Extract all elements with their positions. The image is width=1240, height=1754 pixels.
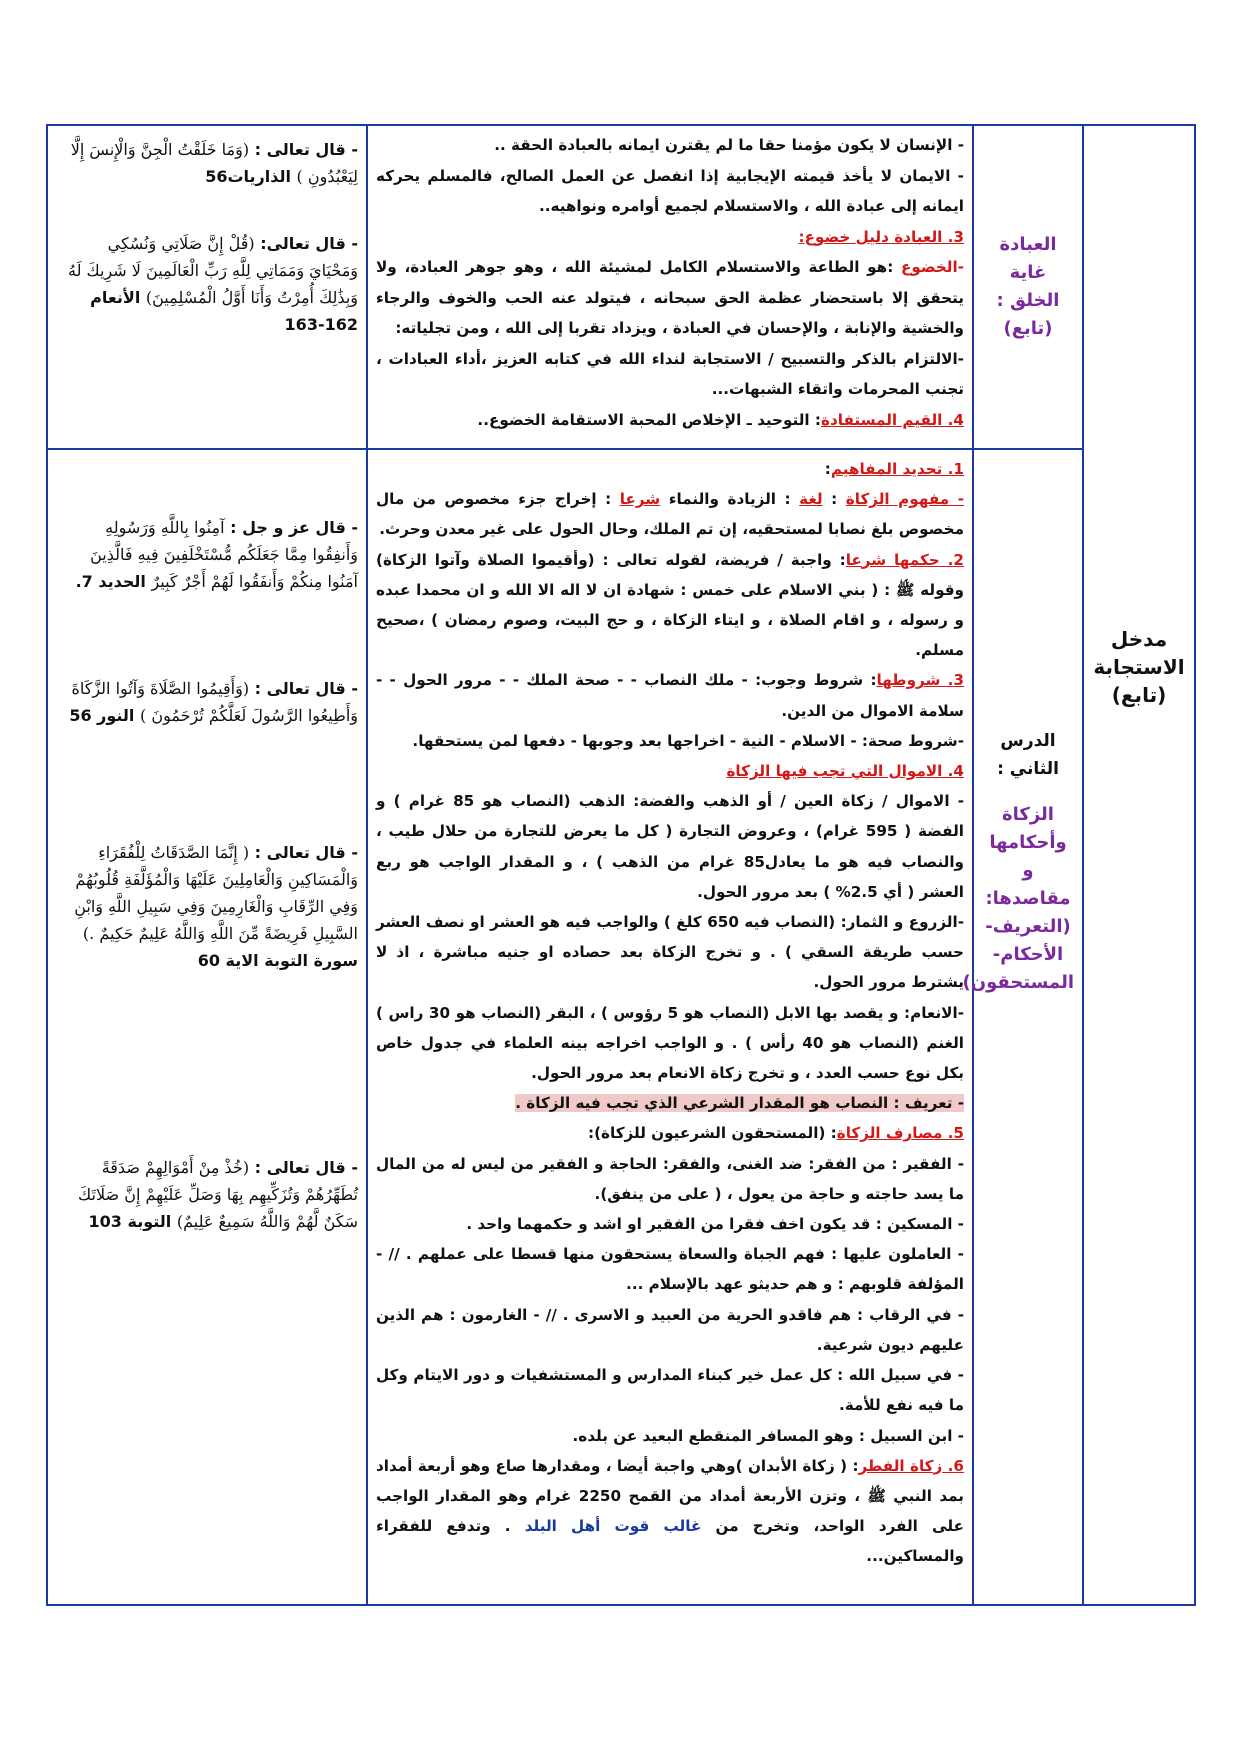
evidence-intro: - قال تعالى : xyxy=(249,140,358,159)
paragraph: : ( زكاة الأبدان )وهي واجبة أيضا ، ومقدارها صاع وهو أربعة أمداد بمد النبي ﷺ ، وتزن الأربعة أمداد من القمح 2250 غرام وهو المقدار الواجب على الفرد الواحد، وتخرج من xyxy=(376,1456,964,1536)
term: - مفهوم الزكاة xyxy=(845,490,965,509)
paragraph: -الالتزام بالذكر والتسبيح / الاستجابة لنداء الله في كتابه العزيز ،أداء العبادات ، تجنب المحرمات واتقاء الشبهات... xyxy=(376,349,964,398)
paragraph: : واجبة / فريضة، لقوله تعالى : (وأقيموا الصلاة وآتوا الزكاة) وقوله ﷺ : ( بني الاسلام على خمس : شهادة ان لا اله الا الله و ان محمدا عبده و رسوله ، و اقام الصلاة ، و ايتاء الزكاة ، و حج البيت، وصوم رمضان ) ،صحيح مسلم. xyxy=(376,550,964,660)
content-text: 1. تحديد المفاهيم: - مفهوم الزكاة : لغة : الزيادة والنماء شرعا : إخراج جزء مخصوص من مال مخصوص بلغ نصابا لمستحقيه، إن تم الملك، وحال الحول على غير معدن وحرث. 2. حكمها شرعا: واجبة / فريضة، لقوله تعالى : (وأقيموا الصلاة وآتوا الزكاة) وقوله ﷺ : ( بني الاسلام على خمس : شهادة ان لا اله الا الله و ان محمدا عبده و رسوله ، و اقام الصلاة ، و ايتاء الزكاة ، و حج البيت، وصوم رمضان ) ،صحيح مسلم. 3. شروطها: شروط وجوب: - ملك النصاب - - صحة الملك - - مرور الحول - - سلامة الاموال من الدين. -شروط صحة: - الاسلام - النية - اخراجها بعد وجوبها - دفعها لمن يستحقها. 4. الاموال التي تجب فيها الزكاة - الاموال / زكاة العين / أو الذهب والفضة: الذهب (النصاب هو 85 غرام ) و الفضة ( 595 غرام) ، وعروض التجارة ( كل ما يعرض للتجارة من حلال طيب ، والنصاب فيه هو ما يعادل85 غرام من الذهب ) ، و المقدار الواجب هو ربع العشر ( أي 2.5% ) بعد مرور الحول. -الزروع و الثمار: (النصاب فيه 650 كلغ ) والواجب فيه هو العشر او نصف العشر حسب طريقة السقي ) . و تخرج الزكاة بعد حصاده او جنيه مباشرة ، اذ لا يشترط مرور الحول. -الانعام: و يقصد بها الابل (النصاب هو 5 رؤوس ) ، البقر (النصاب هو 30 راس ) الغنم (النصاب هو 40 رأس ) . و الواجب اخراجه بينه العلماء في جدول خاص بكل نوع حسب العدد ، و تخرج زكاة الانعام بعد مرور الحول. - تعريف : النصاب هو المقدار الشرعي الذي تجب فيه الزكاة . 5. مصارف الزكاة: (المستحقون الشرعيون للزكاة): - الفقير : من الفقر: ضد الغنى، والفقر: الحاجة و الفقير من ليس له من المال ما يسد حاجته و حاجة من يعول ، ( على من ينفق). - المسكين : قد يكون اخف فقرا من الفقير او اشد و حكمهما واحد . - العاملون عليها : فهم الجباة والسعاة يستحقون منها قسطا على عملهم . // - المؤلفة قلوبهم : و هم حديثو عهد بالإسلام ... - في الرقاب : هم فاقدو الحرية من العبيد و الاسرى . // - الغارمون : هم الذين عليهم ديون شرعية. - في سبيل الله : كل عمل خير كبناء المدارس و المستشفيات و دور الايتام وكل ما فيه نفع للأمة. - ابن السبيل : وهو المسافر المنقطع البعيد عن بلده. 6. زكاة الفطر: ( زكاة الأبدان )وهي واجبة أيضا ، ومقدارها صاع وهو أربعة أمداد بمد النبي ﷺ ، وتزن الأربعة أمداد من القمح 2250 غرام وهو المقدار الواجب على الفرد الواحد، وتخرج من غالب قوت أهل البلد . وتدفع للفقراء والمساكين... xyxy=(376,460,965,1566)
evidence-intro: - قال تعالى : xyxy=(249,1158,358,1177)
evidence-intro: - قال تعالى : xyxy=(249,679,358,698)
lesson-table xyxy=(46,124,1196,1606)
lesson-title: العبادة غاية الخلق : (تابع) xyxy=(996,234,1060,339)
content-cell xyxy=(367,449,973,1605)
evidence-list xyxy=(56,136,358,338)
highlight-text: غالب قوت أهل البلد xyxy=(524,1517,702,1536)
verse: آمِنُوا بِاللَّهِ وَرَسُولِهِ وَأَنفِقُوا مِمَّا جَعَلَكُم مُّسْتَخْلَفِينَ فِيهِ فَالَّذِينَ آمَنُوا مِنكُمْ وَأَنفَقُوا لَهُمْ أَجْرٌ كَبِيرٌ xyxy=(90,518,358,591)
lesson-cell xyxy=(962,449,1083,1605)
definition: :هو الطاعة والاستسلام الكامل لمشيئة الله ، وهو جوهر العبادة، ولا يتحقق إلا باستحضار عظمة الحق سبحانه ، فيتولد عنه الحب والخوف والرجاء والخشية والإنابة ، والإحسان في العبادة ، ويزداد تقربا إلى الله ، ومن تجلياته: xyxy=(376,258,964,337)
section-heading: 3. العبادة دليل خضوع: xyxy=(798,227,964,246)
section-heading: 6. زكاة الفطر xyxy=(858,1456,964,1475)
section-heading: 3. شروطها xyxy=(876,671,964,690)
verse-ref: التوبة 103 xyxy=(88,1212,177,1231)
content-text xyxy=(376,130,964,435)
content-cell xyxy=(367,125,973,449)
paragraph: - الايمان لا يأخذ قيمته الإيجابية إذا انفصل عن العمل الصالح، فالمسلم يحركه ايمانه إلى عبادة الله ، والاستسلام لجميع أوامره ونواهيه.. xyxy=(376,166,964,215)
term-lugha: لغة xyxy=(799,490,823,509)
paragraph: -الانعام: و يقصد بها الابل (النصاب هو 5 رؤوس ) ، البقر (النصاب هو 30 راس ) الغنم (النصاب هو 40 رأس ) . و الواجب اخراجه بينه العلماء في جدول خاص بكل نوع حسب العدد ، و تخرج زكاة الانعام بعد مرور الحول. xyxy=(376,1003,964,1083)
nisab-definition: - تعريف : النصاب هو المقدار الشرعي الذي تجب فيه الزكاة . xyxy=(515,1094,964,1113)
paragraph: -الزروع و الثمار: (النصاب فيه 650 كلغ ) والواجب فيه هو العشر او نصف العشر حسب طريقة السقي ) . و تخرج الزكاة بعد حصاده او جنيه مباشرة ، اذ لا يشترط مرور الحول. xyxy=(376,913,964,992)
section-heading: 5. مصارف الزكاة xyxy=(836,1124,964,1143)
verse-ref: الحديد 7. xyxy=(75,572,152,591)
evidence-intro: - قال تعالى: xyxy=(254,234,358,253)
table-row xyxy=(47,449,1195,1605)
section-heading: 4. القيم المستفادة xyxy=(820,410,964,429)
paragraph: : التوحيد ـ الإخلاص المحبة الاستقامة الخضوع.. xyxy=(477,410,821,429)
verse-ref: الذاريات56 xyxy=(205,167,297,186)
list-item: - المسكين : قد يكون اخف فقرا من الفقير او اشد و حكمهما واحد . xyxy=(466,1215,964,1234)
paragraph: -شروط صحة: - الاسلام - النية - اخراجها بعد وجوبها - دفعها لمن يستحقها. xyxy=(412,731,964,750)
definition: : الزيادة والنماء xyxy=(660,490,800,509)
verse-ref: الأنعام 162-163 xyxy=(90,288,358,334)
list-item: - في الرقاب : هم فاقدو الحرية من العبيد و الاسرى . // - الغارمون : هم الذين عليهم ديون شرعية. xyxy=(376,1305,964,1354)
evidence-cell xyxy=(47,125,367,449)
term: -الخضوع xyxy=(900,258,964,276)
evidence-intro: - قال تعالى : xyxy=(249,843,358,862)
evidence-list xyxy=(56,514,358,1235)
verse: (خُذْ مِنْ أَمْوَالِهِمْ صَدَقَةً تُطَهِّرُهُمْ وَتُزَكِّيهِم بِهَا وَصَلِّ عَلَيْهِمْ إِنَّ صَلَاتَكَ سَكَنٌ لَّهُمْ وَاللَّهُ سَمِيعٌ عَلِيمٌ) xyxy=(78,1158,358,1231)
lesson-label: الدرس الثاني : xyxy=(997,731,1059,779)
definition: : إخراج جزء مخصوص من مال مخصوص بلغ نصابا لمستحقيه، إن تم الملك، وحال الحول على غير معدن وحرث. xyxy=(376,490,964,539)
verse: (وَمَا خَلَقْتُ الْجِنَّ وَالْإِنسَ إِلَّا لِيَعْبُدُونِ ) xyxy=(70,140,358,186)
table-row xyxy=(47,125,1195,449)
paragraph: - الاموال / زكاة العين / أو الذهب والفضة: الذهب (النصاب هو 85 غرام ) و الفضة ( 595 غرام) ، وعروض التجارة ( كل ما يعرض للتجارة من حلال طيب ، والنصاب فيه هو ما يعادل85 غرام من الذهب ) ، و المقدار الواجب هو ربع العشر ( أي 2.5% ) بعد مرور الحول. xyxy=(376,792,965,901)
term-shar: شرعا xyxy=(619,490,661,509)
list-item: - الفقير : من الفقر: ضد الغنى، والفقر: الحاجة و الفقير من ليس له من المال ما يسد حاجته و حاجة من يعول ، ( على من ينفق). xyxy=(376,1154,964,1203)
verse: (قُلْ إِنَّ صَلَاتِي وَنُسُكِي وَمَحْيَايَ وَمَمَاتِي لِلَّهِ رَبِّ الْعَالَمِينَ لَا شَرِيكَ لَهُ وَبِذَٰلِكَ أُمِرْتُ وَأَنَا أَوَّلُ الْمُسْلِمِينَ) xyxy=(68,234,358,307)
lesson-subtitle: الزكاة وأحكامها و مقاصدها: (التعريف- الأحكام- المستحقون) xyxy=(962,804,1074,993)
verse: ( إِنَّمَا الصَّدَقَاتُ لِلْفُقَرَاءِ وَالْمَسَاكِينِ وَالْعَامِلِينَ عَلَيْهَا وَالْمُؤَلَّفَةِ قُلُوبُهُمْ وَفِي الرِّقَابِ وَالْغَارِمِينَ وَفِي سَبِيلِ اللَّهِ وَابْنِ السَّبِيلِ فَرِيضَةً مِّنَ اللَّهِ وَاللَّهُ عَلِيمٌ حَكِيمٌ .) xyxy=(74,843,358,943)
list-item: - العاملون عليها : فهم الجباة والسعاة يستحقون منها قسطا على عملهم . // - المؤلفة قلوبهم : و هم حديثو عهد بالإسلام ... xyxy=(376,1245,964,1294)
evidence-intro: - قال عز و جل : xyxy=(224,518,358,537)
unit-title: مدخل الاستجابة (تابع) xyxy=(1093,627,1185,707)
unit-cell xyxy=(1083,125,1195,1605)
paragraph: : (المستحقون الشرعيون للزكاة): xyxy=(588,1124,837,1143)
paragraph: - الإنسان لا يكون مؤمنا حقا ما لم يقترن ايمانه بالعبادة الحقة .. xyxy=(494,136,964,154)
list-item: - في سبيل الله : كل عمل خير كبناء المدارس و المستشفيات و دور الايتام وكل ما فيه نفع للأمة. xyxy=(376,1366,964,1415)
paragraph: : شروط وجوب: - ملك النصاب - - صحة الملك - - مرور الحول - - سلامة الاموال من الدين. xyxy=(376,671,964,720)
verse-ref: سورة التوبة الاية 60 xyxy=(197,951,358,970)
section-heading: 1. تحديد المفاهيم xyxy=(830,460,964,478)
paragraph: . وتدفع للفقراء والمساكين... xyxy=(376,1517,964,1566)
section-heading: 4. الاموال التي تجب فيها الزكاة xyxy=(726,762,964,781)
verse-ref: النور 56 xyxy=(69,706,140,725)
section-heading: 2. حكمها شرعا xyxy=(845,550,964,569)
lesson-cell xyxy=(973,125,1083,449)
evidence-cell xyxy=(47,449,367,1605)
verse: (وَأَقِيمُوا الصَّلَاةَ وَآتُوا الزَّكَاةَ وَأَطِيعُوا الرَّسُولَ لَعَلَّكُمْ تُرْحَمُونَ ) xyxy=(71,679,358,725)
list-item: - ابن السبيل : وهو المسافر المنقطع البعيد عن بلده. xyxy=(572,1426,964,1445)
